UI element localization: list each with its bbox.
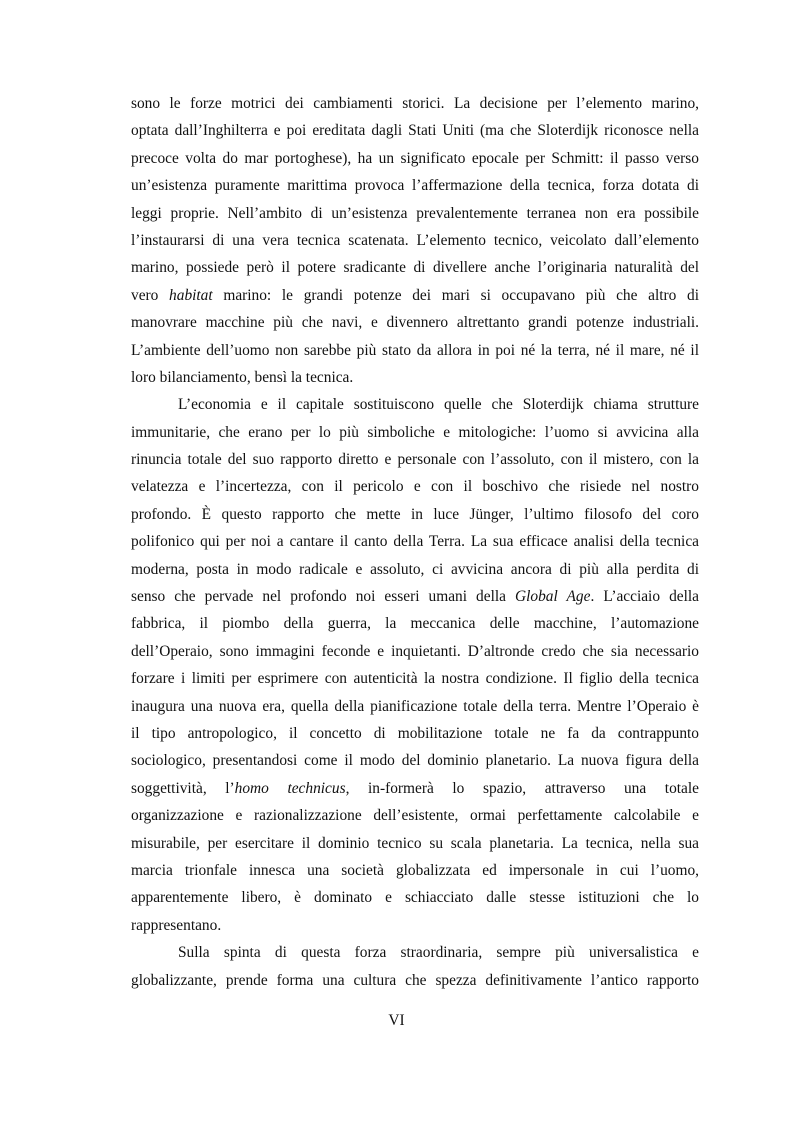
text-line: [131, 473, 699, 500]
text-segment: , in-formerà lo spazio, attraverso una totale: [345, 779, 699, 797]
text-line: [131, 693, 699, 720]
text-line: [131, 775, 699, 802]
text-line: [131, 528, 699, 555]
paragraph: [131, 391, 699, 939]
text-line: [131, 90, 699, 117]
text-line: [131, 117, 699, 144]
text-segment: senso che pervade nel profondo noi esseri umani della: [131, 588, 515, 606]
text-line: [131, 747, 699, 774]
text-segment: L’economia e il capitale sostituiscono quelle che Sloterdijk chiama strutture: [178, 396, 699, 414]
text-line: [131, 912, 699, 939]
text-segment: organizzazione e razionalizzazione dell’esistente, ormai perfettamente calcolabile e: [131, 807, 699, 825]
text-segment: moderna, posta in modo radicale e assoluto, ci avvicina ancora di più alla perdita di: [131, 560, 699, 578]
text-segment: profondo. È questo rapporto che mette in luce Jünger, l’ultimo filosofo del coro: [131, 505, 699, 523]
text-line: [131, 227, 699, 254]
italic-term: Global Age: [515, 588, 591, 606]
text-segment: L’ambiente dell’uomo non sarebbe più stato da allora in poi né la terra, né il mare, né il: [131, 341, 699, 359]
text-line: [131, 830, 699, 857]
text-segment: apparentemente libero, è dominato e schiacciato dalle stesse istituzioni che lo: [131, 889, 699, 907]
text-line: [131, 145, 699, 172]
text-line: [131, 282, 699, 309]
text-segment: forzare i limiti per esprimere con autenticità la nostra condizione. Il figlio della tecnica: [131, 670, 699, 688]
text-segment: manovrare macchine più che navi, e divennero altrettanto grandi potenze industriali.: [131, 314, 699, 332]
text-line: [131, 720, 699, 747]
text-segment: loro bilanciamento, bensì la tecnica.: [131, 368, 354, 386]
text-segment: rinuncia totale del suo rapporto diretto e personale con l’assoluto, con il mistero, con la: [131, 451, 699, 469]
text-line: [131, 802, 699, 829]
text-line: [131, 172, 699, 199]
text-segment: marino: le grandi potenze dei mari si occupavano più che altro di: [212, 286, 699, 304]
text-line: [131, 857, 699, 884]
text-line: [131, 254, 699, 281]
text-segment: vero: [131, 286, 170, 304]
text-segment: marcia trionfale innesca una società globalizzata ed impersonale in cui l’uomo,: [131, 861, 699, 879]
text-segment: rappresentano.: [131, 916, 222, 934]
text-line: [131, 501, 699, 528]
text-segment: velatezza e l’incertezza, con il pericolo e con il boschivo che risiede nel nostro: [131, 478, 699, 496]
text-segment: sociologico, presentandosi come il modo del dominio planetario. La nuova figura della: [131, 752, 699, 770]
text-segment: . L’acciaio della: [590, 588, 699, 606]
text-segment: sono le forze motrici dei cambiamenti storici. La decisione per l’elemento marino,: [131, 95, 699, 112]
paragraph: [131, 939, 699, 994]
text-segment: misurabile, per esercitare il dominio tecnico su scala planetaria. La tecnica, nella sua: [131, 834, 699, 852]
body-text: [131, 90, 699, 994]
text-segment: precoce volta do mar portoghese), ha un significato epocale per Schmitt: il passo verso: [131, 149, 699, 167]
text-segment: soggettività, l’: [131, 779, 235, 797]
text-line: [131, 884, 699, 911]
text-segment: leggi proprie. Nell’ambito di un’esistenza prevalentemente terranea non era possibile: [131, 204, 699, 222]
text-segment: dell’Operaio, sono immagini feconde e inquietanti. D’altronde credo che sia necessario: [131, 642, 699, 660]
page-number: VI: [388, 1012, 405, 1029]
text-segment: globalizzante, prende forma una cultura che spezza definitivamente l’antico rapporto: [131, 971, 699, 989]
text-line: [131, 583, 699, 610]
text-line: [131, 665, 699, 692]
text-segment: inaugura una nuova era, quella della pianificazione totale della terra. Mentre l’Operaio è: [131, 697, 699, 715]
text-line: [131, 200, 699, 227]
paragraph: [131, 90, 699, 391]
text-line: [131, 391, 699, 418]
text-line: [131, 610, 699, 637]
italic-term: habitat: [169, 286, 213, 304]
italic-term: homo technicus: [234, 779, 346, 797]
text-segment: Sulla spinta di questa forza straordinaria, sempre più universalistica e: [178, 944, 699, 962]
text-segment: marino, possiede però il potere sradicante di divellere anche l’originaria naturalità del: [131, 259, 699, 277]
text-segment: un’esistenza puramente marittima provoca l’affermazione della tecnica, forza dotata di: [131, 177, 699, 195]
text-line: [131, 364, 699, 391]
text-line: [131, 939, 699, 966]
text-segment: l’instaurarsi di una vera tecnica scatenata. L’elemento tecnico, veicolato dall’elemento: [131, 231, 699, 249]
text-line: [131, 446, 699, 473]
text-line: [131, 309, 699, 336]
text-segment: il tipo antropologico, il concetto di mobilitazione totale ne fa da contrappunto: [131, 724, 699, 742]
text-line: [131, 638, 699, 665]
text-segment: fabbrica, il piombo della guerra, la meccanica delle macchine, l’automazione: [131, 615, 699, 633]
text-line: [131, 337, 699, 364]
text-line: [131, 967, 699, 994]
text-line: [131, 556, 699, 583]
text-segment: immunitarie, che erano per lo più simboliche e mitologiche: l’uomo si avvicina alla: [131, 423, 699, 441]
text-line: [131, 419, 699, 446]
text-segment: polifonico qui per noi a cantare il canto della Terra. La sua efficace analisi della tecnica: [131, 533, 699, 551]
text-segment: optata dall’Inghilterra e poi ereditata dagli Stati Uniti (ma che Sloterdijk riconosce nella: [131, 122, 699, 140]
